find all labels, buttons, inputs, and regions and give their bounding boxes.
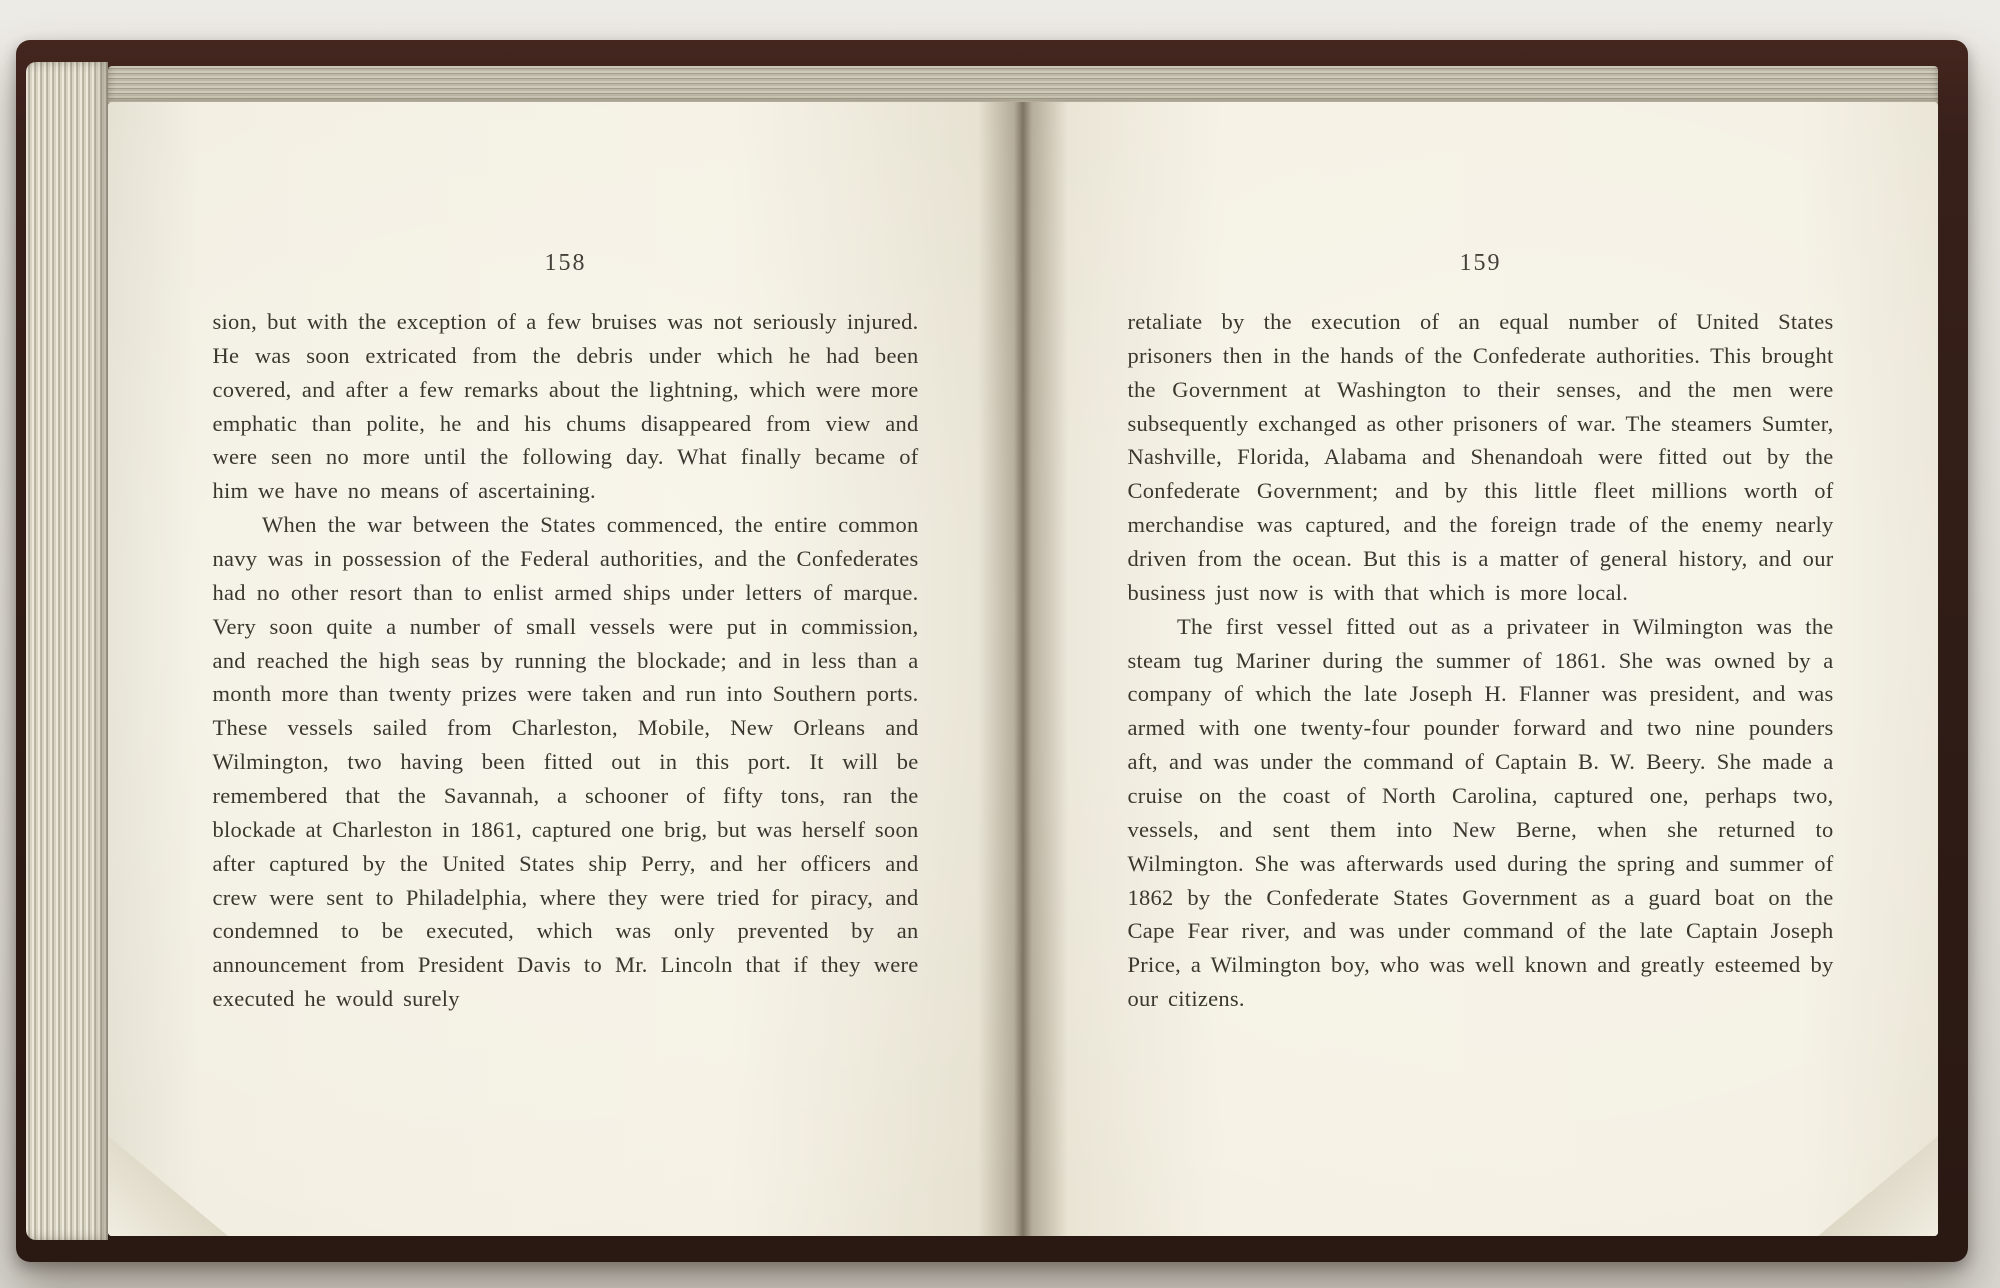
open-page-spread xyxy=(108,102,1938,1236)
paragraph: sion, but with the exception of a few bruises was not seriously injured. He was soon extricated from the debris under which he had been covered, and after a few remarks about the lightning, which were more emphatic than polite, he and his chums disappeared from view and were seen no more until the following day. What finally became of him we have no means of ascertaining. xyxy=(212,309,919,504)
book xyxy=(16,40,1968,1262)
page-corner-fold xyxy=(108,1136,228,1236)
right-page-text xyxy=(1128,305,1834,1016)
page-stack-left-edge xyxy=(26,62,108,1240)
right-page xyxy=(1023,102,1938,1236)
paragraph: When the war between the States commenced, the entire common navy was in possession of the Federal authorities, and the Confederates had no other resort than to enlist armed ships under letters of marque. Very soon quite a number of small vessels were put in commission, and reached the high seas by running the blockade; and in less than a month more than twenty prizes were taken and run into Southern ports. These vessels sailed from Charleston, Mobile, New Orleans and Wilmington, two having been fitted out in this port. It will be remembered that the Savannah, a schooner of fifty tons, ran the blockade at Charleston in 1861, captured one brig, but was herself soon after captured by the United States ship Perry, and her officers and crew were sent to Philadelphia, where they were tried for piracy, and condemned to be executed, which was only prevented by an announcement from President Davis to Mr. Lincoln that if they were executed he would surely xyxy=(212,512,919,1012)
page-edges-top xyxy=(108,66,1938,106)
paragraph: The first vessel fitted out as a privateer in Wilmington was the steam tug Mariner during the summer of 1861. She was owned by a company of which the late Joseph H. Flanner was president, and was armed with one twenty-four pounder forward and two nine pounders aft, and was under the command of Captain B. W. Beery. She made a cruise on the coast of North Carolina, captured one, perhaps two, vessels, and sent them into New Berne, when she returned to Wilmington. She was afterwards used during the spring and summer of 1862 by the Confederate States Government as a guard boat on the Cape Fear river, and was under command of the late Captain Joseph Price, a Wilmington boy, who was well known and greatly esteemed by our citizens. xyxy=(1127,613,1834,1012)
left-page-text xyxy=(213,305,919,1016)
left-page xyxy=(108,102,1023,1236)
paragraph: retaliate by the execution of an equal number of United States prisoners then in the hands of the Confederate authorities. This brought the Government at Washington to their senses, and the men were subsequently exchanged as other prisoners of war. The steamers Sumter, Nashville, Florida, Alabama and Shenandoah were fitted out by the Confederate Government; and by this little fleet millions worth of merchandise was captured, and the foreign trade of the enemy nearly driven from the ocean. But this is a matter of general history, and our business just now is with that which is more local. xyxy=(1127,309,1834,605)
page-number-left: 158 xyxy=(544,250,587,276)
page-number-right: 159 xyxy=(1459,250,1502,276)
page-corner-fold xyxy=(1818,1136,1938,1236)
